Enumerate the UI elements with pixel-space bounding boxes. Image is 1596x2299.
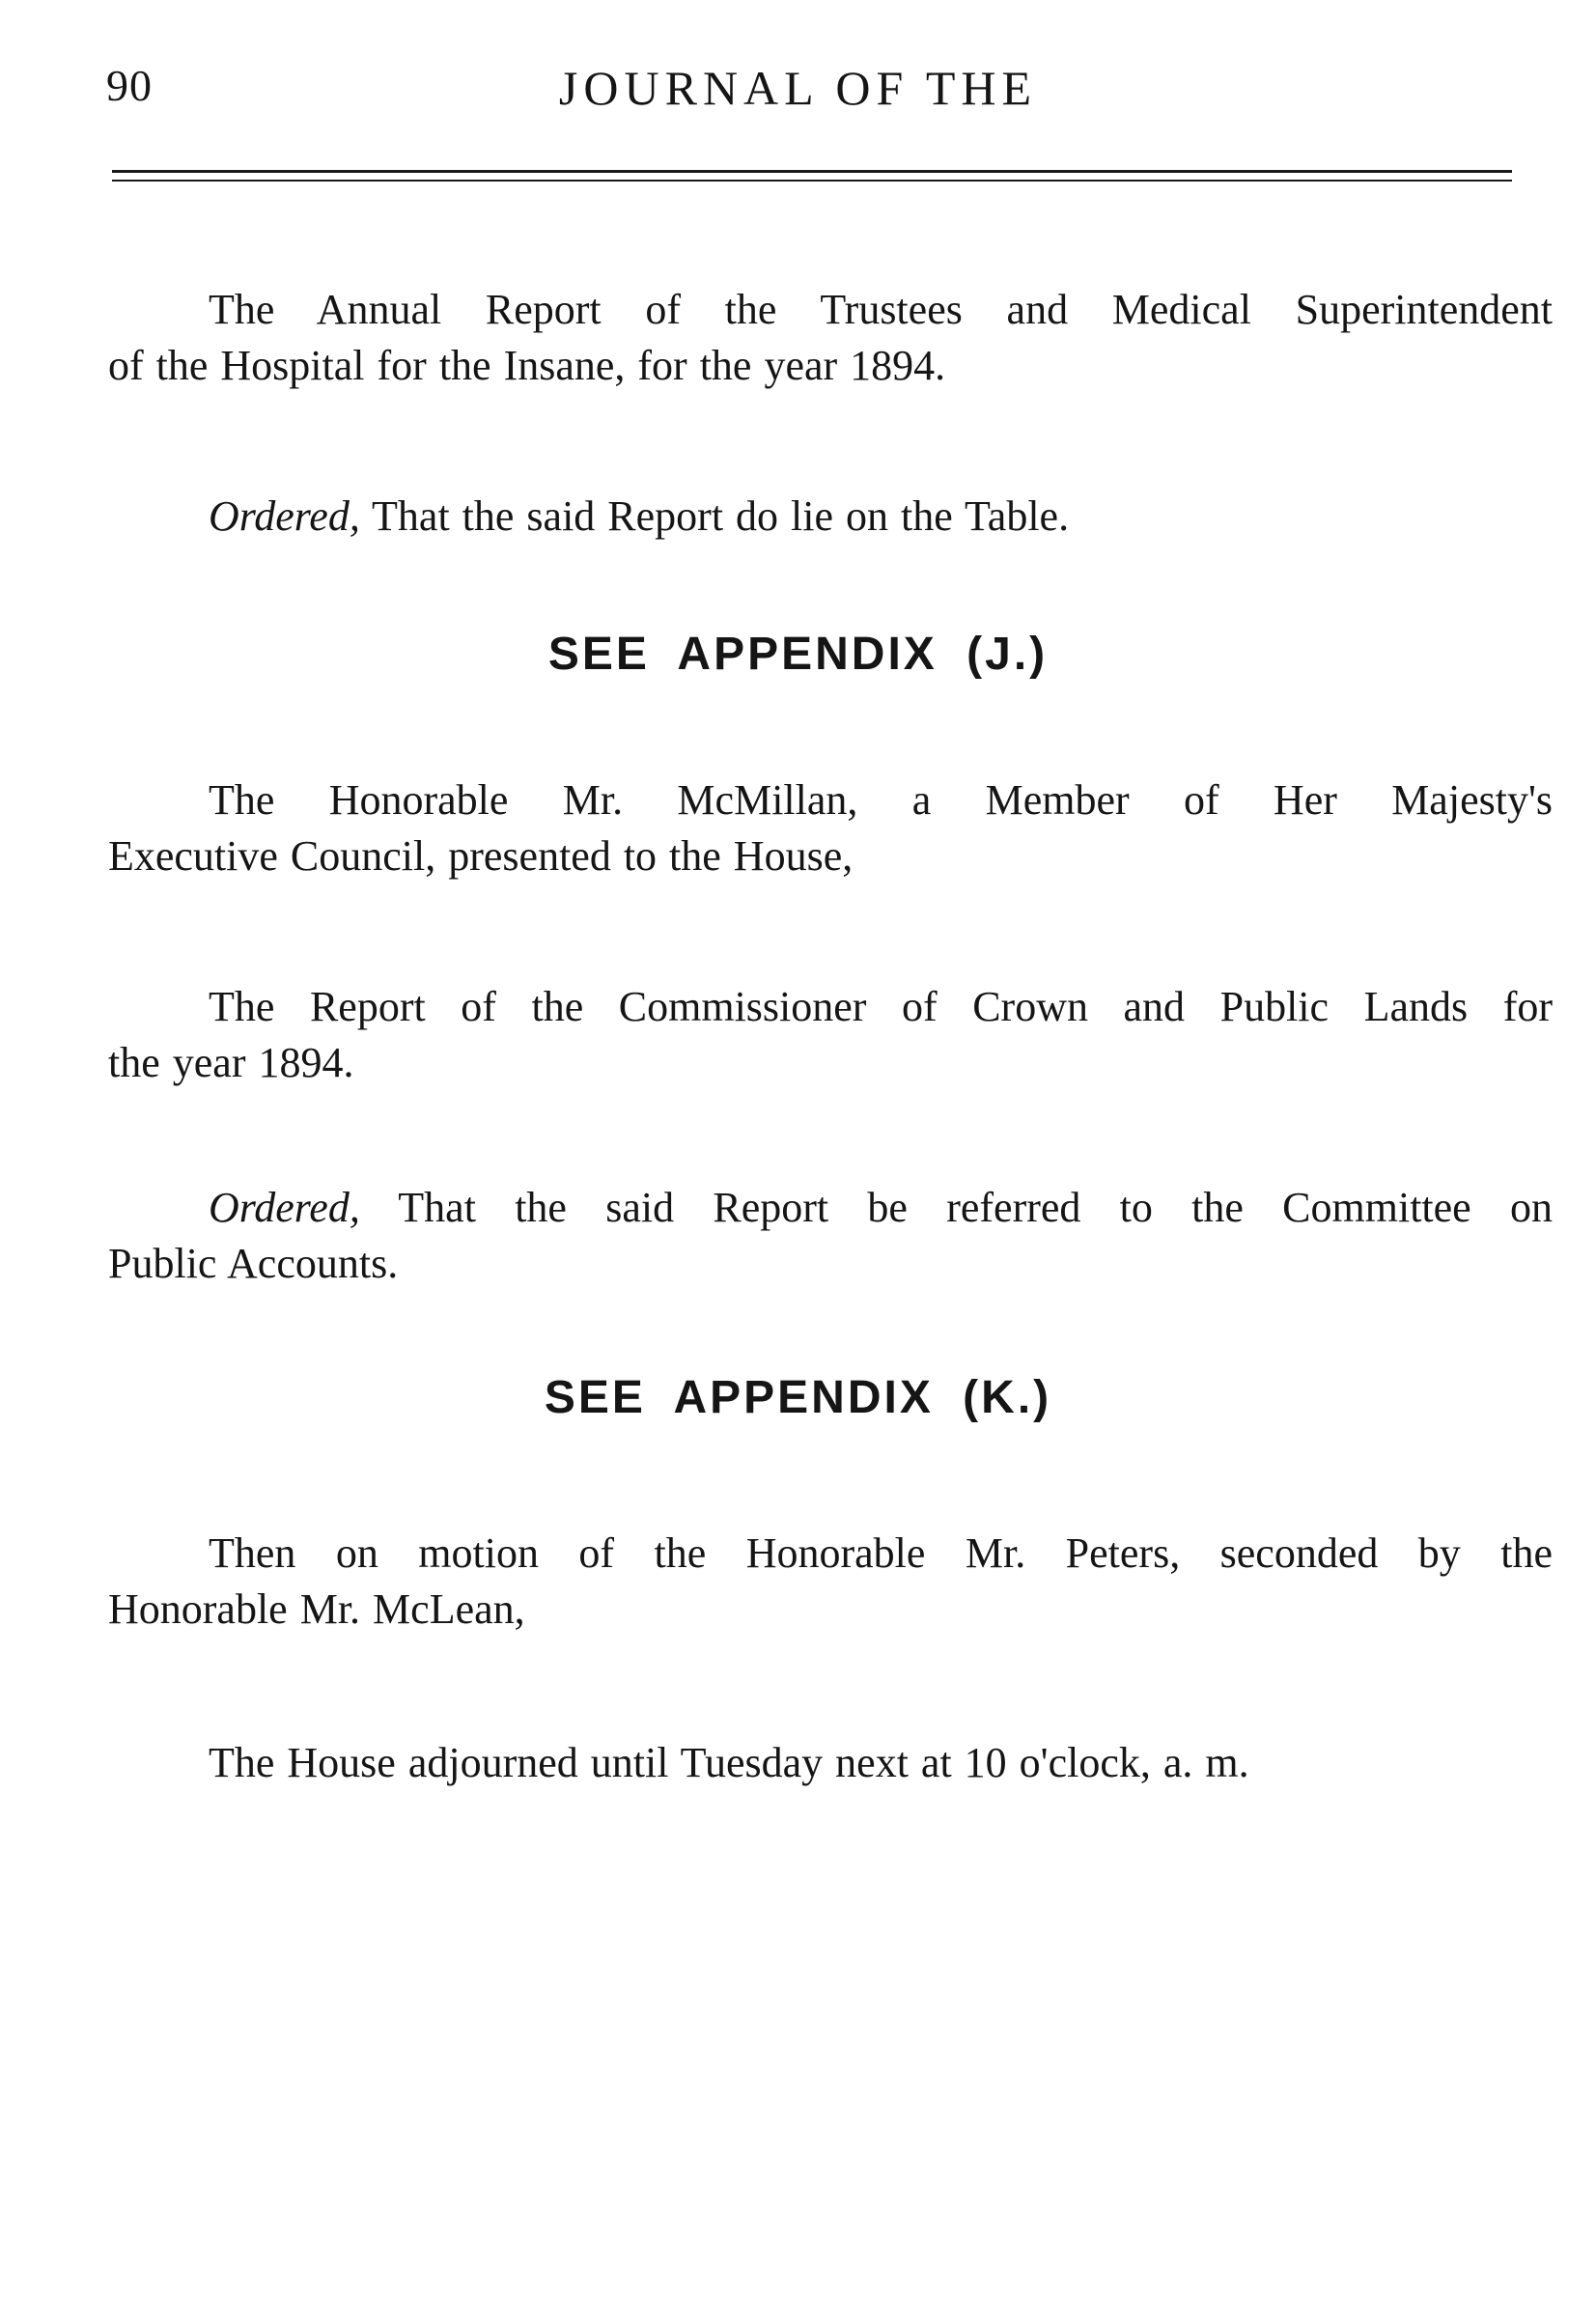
paragraph-annual-report <box>108 282 1553 394</box>
paragraph-line: The Report of the Commissioner of Crown and Public Lands for <box>209 983 1553 1030</box>
paragraph-line: The Annual Report of the Trustees and Medical Superintendent <box>209 286 1553 333</box>
ordered-word: Ordered, <box>209 492 360 540</box>
paragraph-ordered-committee <box>108 1180 1553 1292</box>
ordered-text: That the said Report be referred to the Committee on <box>359 1184 1553 1231</box>
paragraph-line: Then on motion of the Honorable Mr. Peters, seconded by the <box>209 1529 1553 1577</box>
ordered-text: That the said Report do lie on the Table. <box>359 492 1070 540</box>
appendix-heading-k: SEE APPENDIX (K.) <box>544 1372 1052 1423</box>
paragraph-line: Public Accounts. <box>108 1240 399 1287</box>
running-head: JOURNAL OF THE <box>558 61 1038 115</box>
paragraph-line: Honorable Mr. McLean, <box>108 1585 525 1633</box>
paragraph-line: The House adjourned until Tuesday next at 10 o'clock, a. m. <box>209 1739 1249 1786</box>
paragraph-line: of the Hospital for the Insane, for the year 1894. <box>108 342 946 389</box>
paragraph-line <box>108 1180 1553 1236</box>
paragraph-crown-lands-report <box>108 979 1553 1091</box>
paragraph-ordered-table <box>108 489 1553 545</box>
paragraph-line <box>108 489 1553 545</box>
paragraph-line: The Honorable Mr. McMillan, a Member of Her Majesty's <box>209 776 1553 824</box>
page-number: 90 <box>106 61 153 110</box>
appendix-heading-j: SEE APPENDIX (J.) <box>547 629 1049 680</box>
ordered-word: Ordered, <box>209 1184 360 1231</box>
paragraph-line: the year 1894. <box>108 1039 354 1086</box>
header-rule-top <box>112 170 1512 173</box>
header-rule-bottom <box>112 180 1512 182</box>
paragraph-motion <box>108 1526 1553 1638</box>
paragraph-line: Executive Council, presented to the House, <box>108 832 854 880</box>
paragraph-mcmillan <box>108 772 1553 884</box>
paragraph-adjourned <box>108 1735 1553 1791</box>
